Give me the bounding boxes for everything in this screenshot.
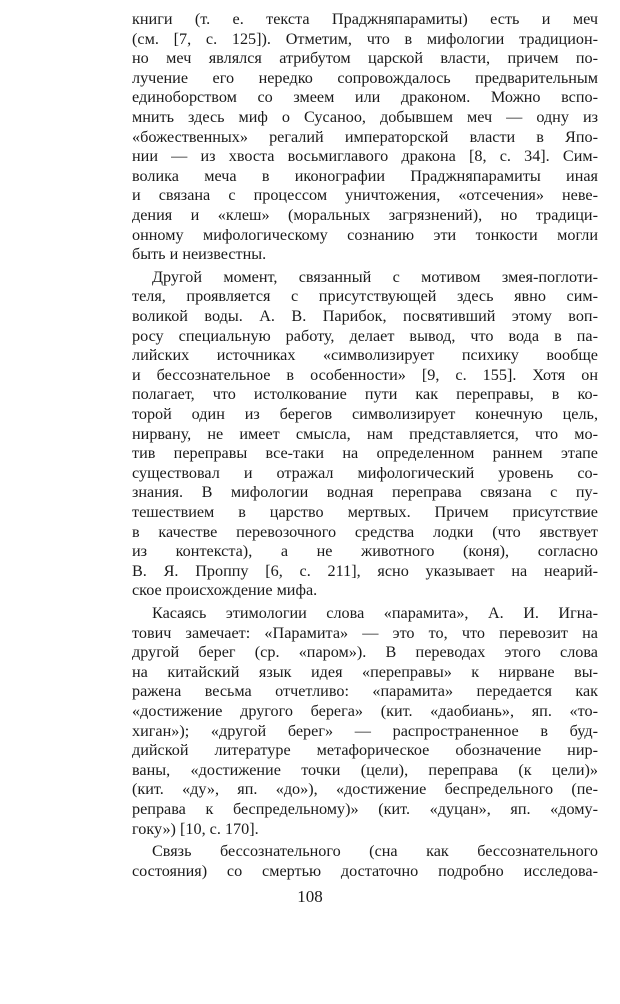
text-line: воликой воды. А. В. Парибок, посвятивший этому воп- xyxy=(132,307,598,325)
text-line: волика меча в иконографии Праджняпарамиты иная xyxy=(132,166,598,185)
text-line: тив переправы все-таки на определенном раннем этапе xyxy=(132,444,598,463)
text-line: Касаясь этимологии слова «парамита», А. И. Игна- xyxy=(152,604,598,622)
text-line: росу специальную работу, делает вывод, что вода в па- xyxy=(132,326,598,345)
text-line: онному мифологическому сознанию эти тонкости могли xyxy=(132,225,598,244)
text-line: книги (т. е. текста Праджняпарамиты) есть и меч xyxy=(132,10,598,28)
text-line: Другой момент, связанный с мотивом змея-поглоти- xyxy=(152,267,598,286)
text-line: ражена весьма отчетливо: «парамита» передается как xyxy=(132,682,598,701)
text-line: ваны, «достижение точки (цели), переправа (к цели)» xyxy=(132,760,598,779)
text-line: быть и неизвестны. xyxy=(132,245,267,264)
text-line: но меч являлся атрибутом царской власти, причем по- xyxy=(132,49,598,68)
text-line: реправа к беспредельному)» (кит. «дуцан», яп. «дому- xyxy=(132,800,598,818)
text-line: теля, проявляется с присутствующей здесь явно сим- xyxy=(132,287,598,306)
text-line: знания. В мифологии водная переправа связана с пу- xyxy=(132,483,598,502)
text-line: (кит. «ду», яп. «до»), «достижение беспредельного (пе- xyxy=(132,780,598,799)
page-number: 108 xyxy=(297,887,323,906)
text-line: «достижение другого берега» (кит. «даобиань», яп. «то- xyxy=(132,702,598,720)
text-line: тешествием в царство мертвых. Причем присутствие xyxy=(132,503,598,521)
text-line: нирвану, не имеет смысла, нам представляется, что мо- xyxy=(132,424,598,443)
text-line: полагает, что истолкование пути как переправы, в ко- xyxy=(132,385,598,404)
text-line: мнить здесь миф о Сусаноо, добывшем меч — одну из xyxy=(132,108,598,126)
text-line: ское происхождение мифа. xyxy=(132,581,318,600)
text-line: «божественных» регалий императорской власти в Япо- xyxy=(132,127,598,146)
text-line: состояния) со смертью достаточно подробно исследова- xyxy=(132,861,598,880)
text-line: другой берег (ср. «паром»). В переводах этого слова xyxy=(132,643,598,662)
text-line: из контекста), а не животного (коня), согласно xyxy=(132,542,598,561)
text-line: гоку») [10, с. 170]. xyxy=(132,819,259,838)
text-line: хиган»); «другой берег» — распространенное в буд- xyxy=(132,721,598,740)
text-line: лучение его нередко сопровождалось предварительным xyxy=(132,68,598,87)
text-line: нии — из хвоста восьмиглавого дракона [8, с. 34]. Сим- xyxy=(132,147,598,166)
text-line: единоборством со змеем или драконом. Можно вспо- xyxy=(132,88,598,107)
text-line: Связь бессознательного (сна как бессознательного xyxy=(152,842,598,861)
text-line: в качестве перевозочного средства лодки (что явствует xyxy=(132,522,598,541)
text-line: дийской литературе метафорическое обозначение нир- xyxy=(132,741,598,760)
text-line: торой один из берегов символизирует конечную цель, xyxy=(132,405,598,423)
text-line: тович замечает: «Парамита» — это то, что перевозит на xyxy=(132,623,598,642)
text-line: (см. [7, с. 125]). Отметим, что в мифологии традицион- xyxy=(132,29,598,48)
text-line: на китайский язык идея «переправы» к нирване вы- xyxy=(132,662,598,681)
text-line: и бессознательное в особенности» [9, с. 155]. Хотя он xyxy=(132,365,598,384)
text-line: В. Я. Проппу [6, с. 211], ясно указывает на неарий- xyxy=(132,561,598,580)
text-line: дения и «клеш» (моральных загрязнений), но традици- xyxy=(132,206,598,224)
text-line: существовал и отражал мифологический уровень со- xyxy=(132,463,598,482)
text-line: и связана с процессом уничтожения, «отсечения» неве- xyxy=(132,186,598,205)
text-line: лийских источниках «символизирует психику вообще xyxy=(132,346,598,365)
